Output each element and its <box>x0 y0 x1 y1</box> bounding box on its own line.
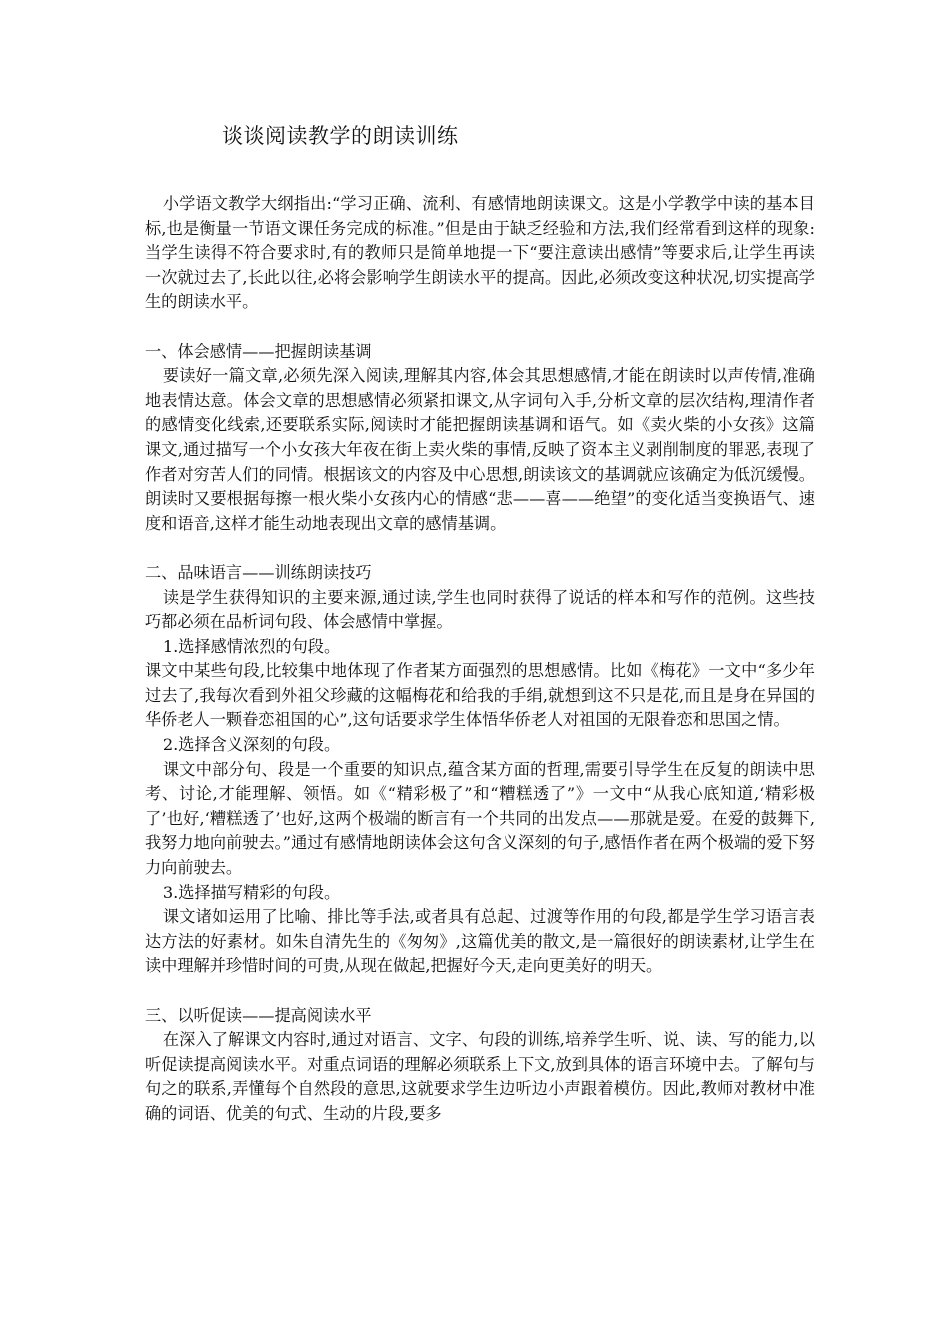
section3-paragraph: 在深入了解课文内容时,通过对语言、文字、句段的训练,培养学生听、说、读、写的能力,以听促读提高阅读水平。对重点词语的理解必须联系上下文,放到具体的语言环境中去。了解句与句之的联系,弄懂每个自然段的意思,这就要求学生边听边小声跟着模仿。因此,教师对教材中准确的词语、优美的句式、生动的片段,要多 <box>145 1030 815 1123</box>
section2-item2-text: 课文中部分句、段是一个重要的知识点,蕴含某方面的哲理,需要引导学生在反复的朗读中思考、讨论,才能理解、领悟。如《“精彩极了”和“糟糕透了”》一文中“从我心底知道,‘精彩极了’也好,‘糟糕透了’也好,这两个极端的断言有一个共同的出发点——那就是爱。在爱的鼓舞下,我努力地向前驶去。”通过有感情地朗读体会这句含义深刻的句子,感悟作者在两个极端的爱下努力向前驶去。 <box>145 759 815 878</box>
section3-heading: 三、以听促读——提高阅读水平 <box>145 1005 372 1025</box>
section1-heading: 一、体会感情——把握朗读基调 <box>145 341 372 361</box>
section2-item2-title: 2.选择含义深刻的句段。 <box>162 735 341 755</box>
section-gap <box>145 536 815 561</box>
intro-paragraph: 小学语文教学大纲指出:“学习正确、流利、有感情地朗读课文。这是小学教学中读的基本目标,也是衡量一节语文课任务完成的标准。”但是由于缺乏经验和方法,我们经常看到这样的现象:当学生读得不符合要求时,有的教师只是简单地提一下“要注意读出感情”等要求后,让学生再读一次就过去了,长此以往,必将会影响学生朗读水平的提高。因此,必须改变这种状况,切实提高学生的朗读水平。 <box>145 194 815 312</box>
section2-item1-text: 课文中某些句段,比较集中地体现了作者某方面强烈的思想感情。比如《梅花》一文中“多少年过去了,我每次看到外祖父珍藏的这幅梅花和给我的手绢,就想到这不只是花,而且是身在异国的华侨老人一颗眷恋祖国的心”,这句话要求学生体悟华侨老人对祖国的无限眷恋和思国之情。 <box>145 661 815 730</box>
section2-item3-title: 3.选择描写精彩的句段。 <box>162 882 341 902</box>
section2-paragraph: 读是学生获得知识的主要来源,通过读,学生也同时获得了说话的样本和写作的范例。这些技巧都必须在品析词句段、体会感情中掌握。 <box>145 587 815 632</box>
section-gap <box>145 979 815 1004</box>
section1-paragraph: 要读好一篇文章,必须先深入阅读,理解其内容,体会其思想感情,才能在朗读时以声传情,准确地表情达意。体会文章的思想感情必须紧扣课文,从字词句入手,分析文章的层次结构,理清作者的感情变化线索,还要联系实际,阅读时才能把握朗读基调和语气。如《卖火柴的小女孩》这篇课文,通过描写一个小女孩大年夜在街上卖火柴的事情,反映了资本主义剥削制度的罪恶,表现了作者对穷苦人们的同情。根据该文的内容及中心思想,朗读该文的基调就应该确定为低沉缓慢。朗读时又要根据每擦一根火柴小女孩内心的情感“悲——喜——绝望”的变化适当变换语气、速度和语音,这样才能生动地表现出文章的感情基调。 <box>145 366 815 533</box>
title-spacer <box>145 152 815 192</box>
section2-item1-title: 1.选择感情浓烈的句段。 <box>162 636 341 656</box>
document-page <box>145 120 815 1127</box>
section2-heading: 二、品味语言——训练朗读技巧 <box>145 562 372 582</box>
section-gap <box>145 315 815 340</box>
document-title: 谈谈阅读教学的朗读训练 <box>222 124 459 148</box>
section2-item3-text: 课文诸如运用了比喻、排比等手法,或者具有总起、过渡等作用的句段,都是学生学习语言表达方法的好素材。如朱自清先生的《匆匆》,这篇优美的散文,是一篇很好的朗读素材,让学生在读中理解并珍惜时间的可贵,从现在做起,把握好今天,走向更美好的明天。 <box>145 907 815 976</box>
